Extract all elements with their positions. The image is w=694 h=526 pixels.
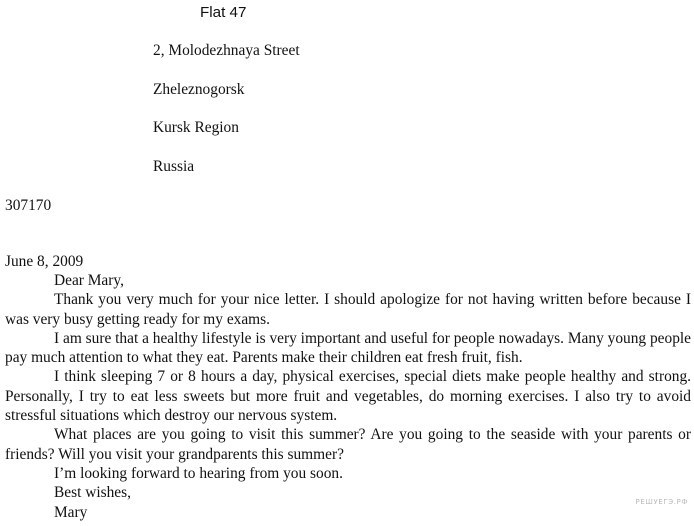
site-watermark: РЕШУЕГЭ.РФ [635,498,688,506]
address-street: 2, Molodezhnaya Street [153,42,300,59]
letter-paragraph: What places are you going to visit this summer? Are you going to the seaside with your parents or friends? Will you visit your grandparents this summer? [5,426,691,463]
letter-date: June 8, 2009 [5,253,84,270]
address-country: Russia [153,158,195,175]
letter-greeting: Dear Mary, [54,272,124,289]
letter-paragraph: Thank you very much for your nice letter. I should apologize for not having written before because I was very busy getting ready for my exams. [5,291,691,328]
letter-paragraph: I think sleeping 7 or 8 hours a day, physical exercises, special diets make people healthy and strong. Personally, I try to eat less sweets but more fruit and vegetables, do morning exercises. I also try to avoid stressful situations which destroy our nervous system. [5,368,691,425]
address-postcode: 307170 [5,197,52,214]
address-city: Zheleznogorsk [153,81,245,98]
letter-body [5,252,691,522]
letter-signature: Mary [54,503,88,521]
address-region: Kursk Region [153,119,239,136]
letter-sign-off: Best wishes, [54,484,131,502]
address-flat: Flat 47 [200,4,247,21]
letter-closing-line: I’m looking forward to hearing from you soon. [54,464,343,482]
letter-paragraph: I am sure that a healthy lifestyle is very important and useful for people nowadays. Many young people pay much attention to what they eat. Parents make their children eat fresh fruit, fish. [5,329,691,367]
